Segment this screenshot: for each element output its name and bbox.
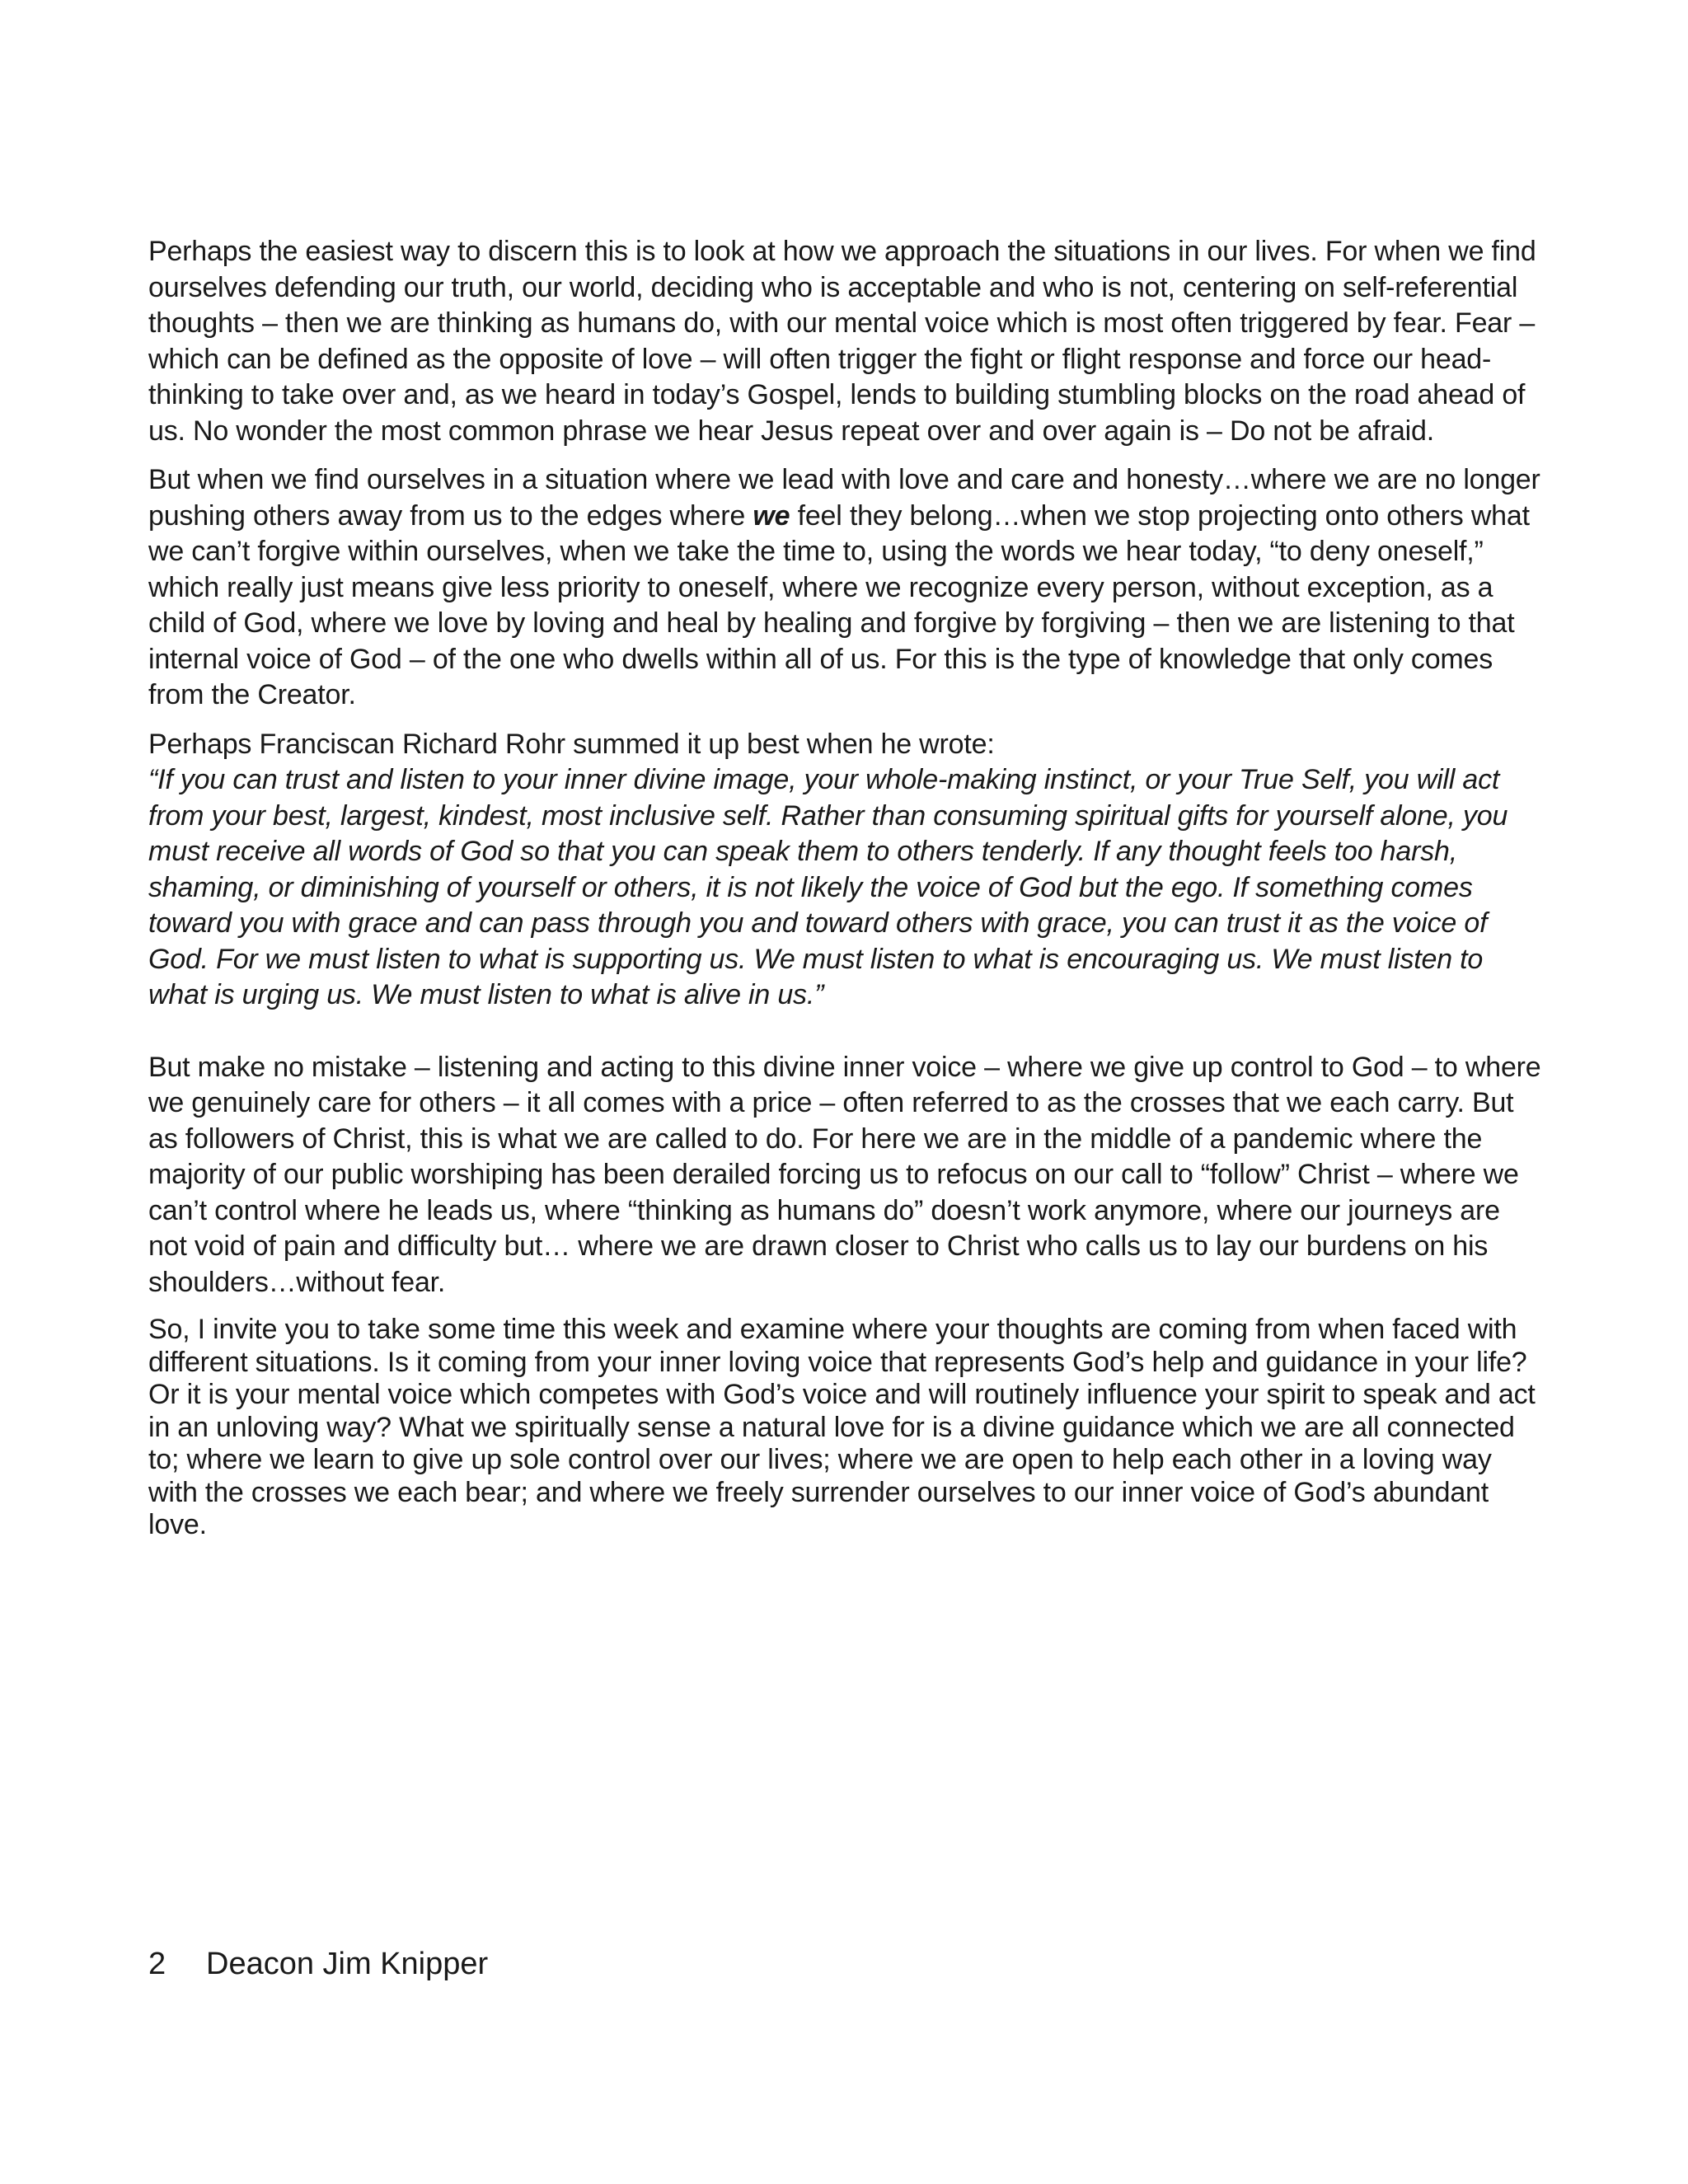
paragraph-3: But make no mistake – listening and acting to this divine inner voice – where we give up control to God – to where we genuinely care for others – it all comes with a price – often referred to as the crosses that we each carry. But as followers of Christ, this is what we are called to do. For here we are in the middle of a pandemic where the majority of our public worshiping has been derailed forcing us to refocus on our call to “follow” Christ – where we can’t control where he leads us, where “thinking as humans do” doesn’t work anymore, where our journeys are not void of pain and difficulty but… where we are drawn closer to Christ who calls us to lay our burdens on his shoulders…without fear. (148, 1051, 1541, 1298)
page-footer (148, 1944, 488, 1984)
footer-author: Deacon Jim Knipper (206, 1947, 489, 1981)
page-body (148, 234, 1541, 1555)
emphasis-we: we (753, 499, 790, 532)
quote-intro: Perhaps Franciscan Richard Rohr summed it up best when he wrote: (148, 728, 995, 760)
paragraph-2-text-start: But when we find ourselves in a situation where we lead with love and care and honesty…where we are no longer pushing others away from us to the edges where (148, 464, 1540, 532)
paragraph-2 (148, 462, 1541, 714)
rohr-quote: “If you can trust and listen to your inner divine image, your whole-making instinct, or your True Self, you will act from your best, largest, kindest, most inclusive self. Rather than consuming spiritual gifts for yourself alone, you must receive all words of God so that you can speak them to others tenderly. If any thought feels too harsh, shaming, or diminishing of yourself or others, it is not likely the voice of God but the ego. If something comes toward you with grace and can pass through you and toward others with grace, you can trust it as the voice of God. For we must listen to what is supporting us. We must listen to what is encouraging us. We must listen to what is urging us. We must listen to what is alive in us.” (148, 764, 1508, 1010)
paragraph-2-text-end: feel they belong…when we stop projecting onto others what we can’t forgive within ourselves, when we take the time to, using the words we hear today, “to deny oneself,” which really just means give less priority to oneself, where we recognize every person, without exception, as a child of God, where we love by loving and heal by healing and forgive by forgiving – then we are listening to that internal voice of God – of the one who dwells within all of us. For this is the type of knowledge that only comes from the Creator. (148, 499, 1530, 710)
paragraph-4: So, I invite you to take some time this week and examine where your thoughts are coming from when faced with different situations. Is it coming from your inner loving voice that represents God’s help and guidance in your life? Or it is your mental voice which competes with God’s voice and will routinely influence your spirit to speak and act in an unloving way? What we spiritually sense a natural love for is a divine guidance which we are all connected to; where we learn to give up sole control over our lives; where we are open to help each other in a loving way with the crosses we each bear; and where we freely surrender ourselves to our inner voice of God’s abundant love. (148, 1314, 1536, 1540)
paragraph-1: Perhaps the easiest way to discern this is to look at how we approach the situations in our lives. For when we find ourselves defending our truth, our world, deciding who is acceptable and who is not, centering on self-referential thoughts – then we are thinking as humans do, with our mental voice which is most often triggered by fear. Fear – which can be defined as the opposite of love – will often trigger the fight or flight response and force our head-thinking to take over and, as we heard in today’s Gospel, lends to building stumbling blocks on the road ahead of us. No wonder the most common phrase we hear Jesus repeat over and over again is – Do not be afraid. (148, 236, 1536, 447)
page-number: 2 (148, 1947, 166, 1981)
